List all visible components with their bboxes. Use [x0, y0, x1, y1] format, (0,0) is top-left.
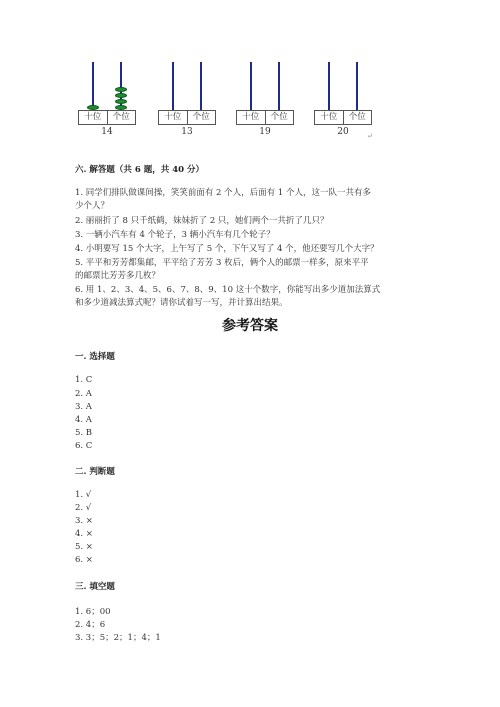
answer-item: 2. A	[75, 389, 92, 399]
abacus-number: 19	[259, 127, 271, 137]
answer-item: 5. B	[75, 428, 93, 438]
question-line: 的邮票比芳芳多几枚？	[75, 271, 161, 281]
ones-rod	[278, 62, 280, 110]
answer-item: 1. √	[75, 490, 92, 500]
answer-item: 3. 3；5；2；1；4；1	[75, 633, 161, 643]
abacus-14	[78, 62, 136, 140]
ones-bead	[115, 93, 127, 98]
question-line: 4. 小明要写 15 个大字，上午写了 5 个，下午又写了 4 个，他还要写几个大字？	[75, 244, 379, 254]
tens-label: 十位	[164, 112, 182, 122]
answer-item: 3. ×	[75, 516, 93, 526]
answer-item: 4. ×	[75, 529, 93, 539]
return-mark: ↵	[367, 132, 373, 140]
ones-bead	[115, 87, 127, 92]
tens-rod	[92, 62, 94, 110]
abacus-base	[78, 110, 136, 125]
abacus-figures	[78, 62, 368, 140]
answer-item: 5. ×	[75, 542, 93, 552]
answer-item: 2. 4；6	[75, 620, 106, 630]
abacus-number: 14	[101, 127, 113, 137]
abacus-base	[158, 110, 216, 125]
fill-title: 三. 填空题	[75, 582, 115, 592]
abacus-19	[236, 62, 294, 140]
tens-rod	[328, 62, 330, 110]
section-6-title: 六. 解答题（共 6 题，共 40 分）	[75, 165, 204, 175]
abacus-number: 13	[181, 127, 193, 137]
answer-item: 6. C	[75, 441, 93, 451]
answer-item: 1. C	[75, 375, 93, 385]
answer-item: 2. √	[75, 503, 92, 513]
tens-label: 十位	[320, 112, 338, 122]
question-line: 2. 丽丽折了 8 只千纸鹤，妹妹折了 2 只，她们两个一共折了几只？	[75, 216, 329, 226]
question-line: 6. 用 1、2、3、4、5、6、7、8、9、10 这十个数字，你能写出多少道加法算式	[75, 285, 381, 295]
choice-title: 一. 选择题	[75, 352, 115, 362]
answer-item: 4. A	[75, 415, 92, 425]
question-line: 和多少道减法算式呢？请你试着写一写，并计算出结果。	[75, 298, 288, 308]
ones-label: 个位	[107, 111, 136, 124]
ones-label: 个位	[265, 111, 294, 124]
answer-item: 1. 6；00	[75, 607, 111, 617]
abacus-13	[158, 62, 216, 140]
tens-label: 十位	[242, 112, 260, 122]
ones-rod	[200, 62, 202, 110]
tens-rod	[250, 62, 252, 110]
answers-title: 参考答案	[222, 318, 278, 334]
tens-rod	[172, 62, 174, 110]
ones-label: 个位	[343, 111, 372, 124]
abacus-20	[314, 62, 372, 140]
question-line: 1. 同学们排队做课间操，笑笑前面有 2 个人，后面有 1 个人，这一队一共有多	[75, 188, 371, 198]
ones-label: 个位	[187, 111, 216, 124]
judge-title: 二. 判断题	[75, 467, 115, 477]
question-line: 5. 平平和芳芳都集邮，平平给了芳芳 3 枚后，俩个人的邮票一样多，原来平平	[75, 258, 369, 268]
question-line: 少个人？	[75, 201, 110, 211]
answer-item: 3. A	[75, 402, 92, 412]
ones-rod	[356, 62, 358, 110]
tens-label: 十位	[84, 112, 102, 122]
answer-item: 6. ×	[75, 555, 93, 565]
abacus-base	[236, 110, 294, 125]
abacus-base	[314, 110, 372, 125]
question-line: 3. 一辆小汽车有 4 个轮子，3 辆小汽车有几个轮子？	[75, 230, 275, 240]
ones-bead	[115, 99, 127, 104]
abacus-number: 20	[337, 127, 349, 137]
